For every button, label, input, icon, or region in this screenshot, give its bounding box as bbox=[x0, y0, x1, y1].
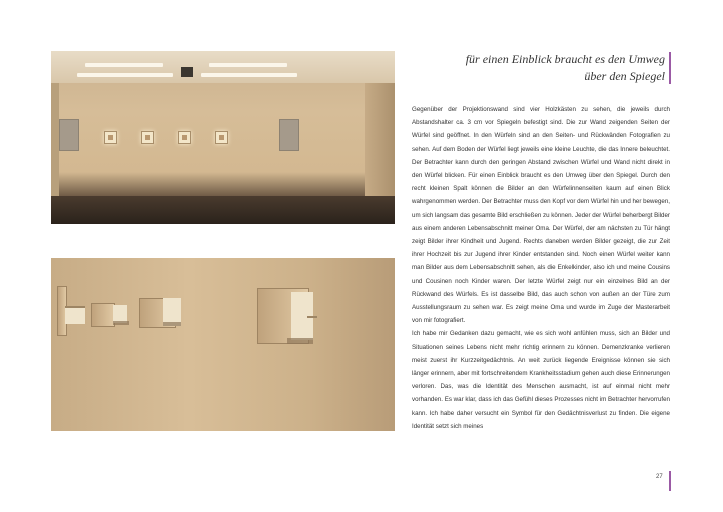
wall-cube bbox=[91, 303, 115, 327]
illuminated-box bbox=[178, 131, 191, 144]
heading-line-2: über den Spiegel bbox=[584, 69, 665, 83]
gallery-room-photo bbox=[51, 51, 395, 224]
cube-shadow bbox=[163, 322, 181, 326]
mirror-cubes-photo bbox=[51, 258, 395, 431]
paragraph-2: Ich habe mir Gedanken dazu gemacht, wie es sich wohl anfühlen muss, sich an Bilder und Situationen seines Lebens nicht mehr richtig erinnern zu können. Demenzkranke verlieren meist zuerst ihr Kurzzeitgedächtnis. An weit zurück liegende Ereignisse können sie sich länger erinnern, aber mit fortschreitendem Krankheitsstadium gehen auch diese Erinnerungen verloren. Das, was die Identität des Menschen ausmacht, ist auf einmal nicht mehr vorhanden. Es war klar, dass ich das Gefühl dieses Prozesses nicht im Betrachter hervorrufen kann. Ich habe daher versucht ein Symbol für den Gedächtnisverlust zu finden. Die eigene Identität setzt sich meines bbox=[412, 330, 670, 430]
ceiling bbox=[51, 51, 395, 83]
illuminated-box bbox=[215, 131, 228, 144]
side-wall bbox=[365, 83, 395, 196]
cube-shadow bbox=[287, 338, 313, 344]
ceiling-light bbox=[209, 63, 287, 67]
ceiling-light bbox=[85, 63, 163, 67]
mount-rod bbox=[65, 306, 85, 308]
illuminated-box bbox=[104, 131, 117, 144]
page-number-accent-bar bbox=[669, 471, 671, 491]
wall-edge bbox=[51, 83, 59, 196]
illuminated-box bbox=[141, 131, 154, 144]
cube-opening bbox=[65, 308, 85, 324]
mount-rod bbox=[307, 316, 317, 318]
heading-line-1: für einen Einblick braucht es den Umweg bbox=[465, 52, 665, 66]
body-text bbox=[412, 103, 670, 433]
floor bbox=[51, 196, 395, 224]
ceiling-light bbox=[77, 73, 173, 77]
ceiling-light bbox=[201, 73, 297, 77]
section-heading bbox=[385, 51, 665, 85]
page-number: 27 bbox=[656, 474, 663, 480]
projector bbox=[181, 67, 193, 77]
paragraph-1: Gegenüber der Projektionswand sind vier Holzkästen zu sehen, die jeweils durch Abstandshalter ca. 3 cm vor Spiegeln befestigt sind. Die zur Wand zeigenden Seiten der Würfel sind geöffnet. In den Würfeln sind an den Seiten- und Rückwänden Fotografien zu sehen. Auf dem Boden der Würfel liegt jeweils eine kleine Leuchte, die das Innere beleuchtet. Der Betrachter kann durch den geringen Abstand zwischen Würfel und Wand nicht direkt in den Würfel blicken. Für einen Einblick braucht es den Umweg über den Spiegel. Durch den recht kleinen Spalt können die Bilder an den Würfelinnenseiten kaum auf einen Blick wahrgenommen werden. Der Betrachter muss den Kopf vor dem Würfel hin und her bewegen, um sich langsam das gesamte Bild erschließen zu können. Jeder der Würfel beherbergt Bilder aus einem anderen Lebensabschnitt meiner Oma. Der Würfel, der am nächsten zu Tür hängt zeigt Bilder ihrer Kindheit und Jugend. Rechts daneben werden Bilder gezeigt, die zur Zeit ihrer Hochzeit bis zur Jugend ihrer Kinder entstanden sind. Noch einen Würfel weiter kann man Bilder aus dem Lebensabschnitt sehen, als die Enkelkinder, also ich und meine Cousins und Cousinen noch Kinder waren. Der letzte Würfel zeigt nur ein einzelnes Bild an der Rückwand des Würfels. Es ist dasselbe Bild, das auch schon von außen an der Türe zum Ausstellungsraum zu sehen war. Es zeigt meine Oma und wurde im Zuge der Masterarbeit von mir fotografiert. bbox=[412, 106, 670, 325]
speaker bbox=[279, 119, 299, 151]
heading-accent-bar bbox=[669, 52, 671, 84]
speaker bbox=[59, 119, 79, 151]
cube-shadow bbox=[113, 321, 129, 325]
